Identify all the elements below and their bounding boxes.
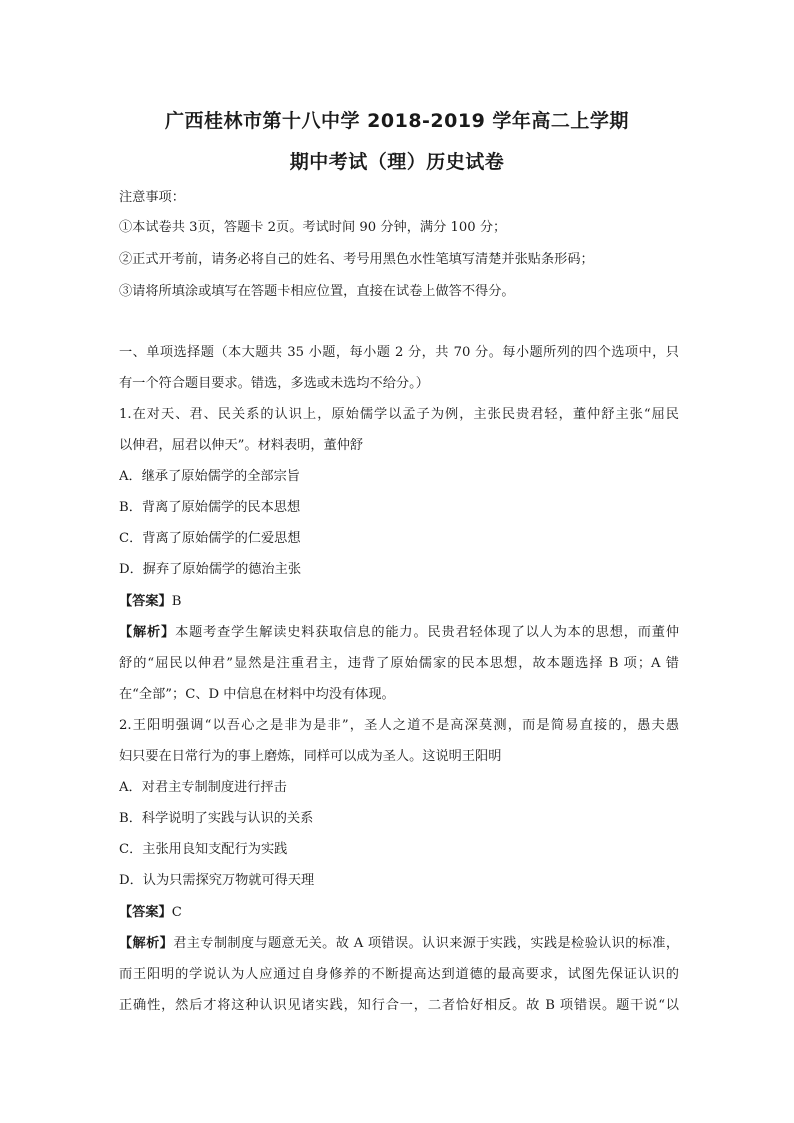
analysis-text: 本题考查学生解读史料获取信息的能力。民贵君轻体现了以人为本的思想，而董仲 [175,625,679,640]
question-option: D．认为只需探究万物就可得天理 [119,873,315,888]
exam-title-line1: 广西桂林市第十八中学 2018-2019 学年高二上学期 [165,110,629,132]
exam-title-line2: 期中考试（理）历史试卷 [289,151,505,173]
question-stem: 1.在对天、君、民关系的认识上，原始儒学以孟子为例，主张民贵君轻，董仲舒主张“屈民 [119,407,679,422]
analysis-label: 【解析】 [119,936,174,951]
answer-label: 【答案】 [119,594,172,609]
question-option: A．对君主专制制度进行抨击 [119,780,287,795]
answer-line [119,592,679,612]
question-stem: 妇只要在日常行为的事上磨炼，同样可以成为圣人。这说明王阳明 [119,749,502,764]
question-option: B．科学说明了实践与认识的关系 [119,811,314,826]
analysis-line: 正确性，然后才将这种认识见诸实践，知行合一，二者恰好相反。故 B 项错误。题干说“以 [119,998,679,1013]
analysis-line: 舒的“屈民以伸君”显然是注重君主，违背了原始儒家的民本思想，故本题选择 B 项；A 错 [119,656,679,671]
question-option: A．继承了原始儒学的全部宗旨 [119,469,300,484]
analysis-label: 【解析】 [119,625,176,640]
answer-value: C [171,905,182,920]
answer-line [119,903,679,923]
answer-value: B [171,594,182,609]
section-intro: 一、单项选择题（本大题共 35 小题，每小题 2 分，共 70 分。每小题所列的四个选项中，只 [119,345,679,360]
question-stem: 以伸君，屈君以伸天”。材料表明，董仲舒 [119,438,364,453]
analysis-text: 君主专制制度与题意无关。故 A 项错误。认识来源于实践，实践是检验认识的标准， [173,936,679,951]
notice-item: ③请将所填涂或填写在答题卡相应位置，直接在试卷上做答不得分。 [119,284,515,299]
section-intro: 有一个符合题目要求。错选，多选或未选均不给分。） [119,376,429,391]
question-option: D．摒弃了原始儒学的德治主张 [119,562,302,577]
notice-item: ②正式开考前，请务必将自己的姓名、考号用黑色水性笔填写清楚并张贴条形码； [119,252,594,267]
analysis-line [119,934,679,954]
question-option: C．主张用良知支配行为实践 [119,842,288,857]
analysis-line: 而王阳明的学说认为人应通过自身修养的不断提高达到道德的最高要求，试图先保证认识的 [119,967,679,982]
question-option: B．背离了原始儒学的民本思想 [119,500,301,515]
question-option: C．背离了原始儒学的仁爱思想 [119,531,301,546]
notice-item: ①本试卷共 3页，答题卡 2页。考试时间 90 分钟，满分 100 分； [119,220,507,235]
answer-label: 【答案】 [119,905,172,920]
analysis-line: 在“全部”；C、D 中信息在材料中均没有体现。 [119,687,395,702]
notice-heading: 注意事项： [119,190,185,205]
question-stem: 2.王阳明强调“以吾心之是非为是非”，圣人之道不是高深莫测，而是简易直接的，愚夫愚 [119,718,679,733]
analysis-line [119,623,679,643]
